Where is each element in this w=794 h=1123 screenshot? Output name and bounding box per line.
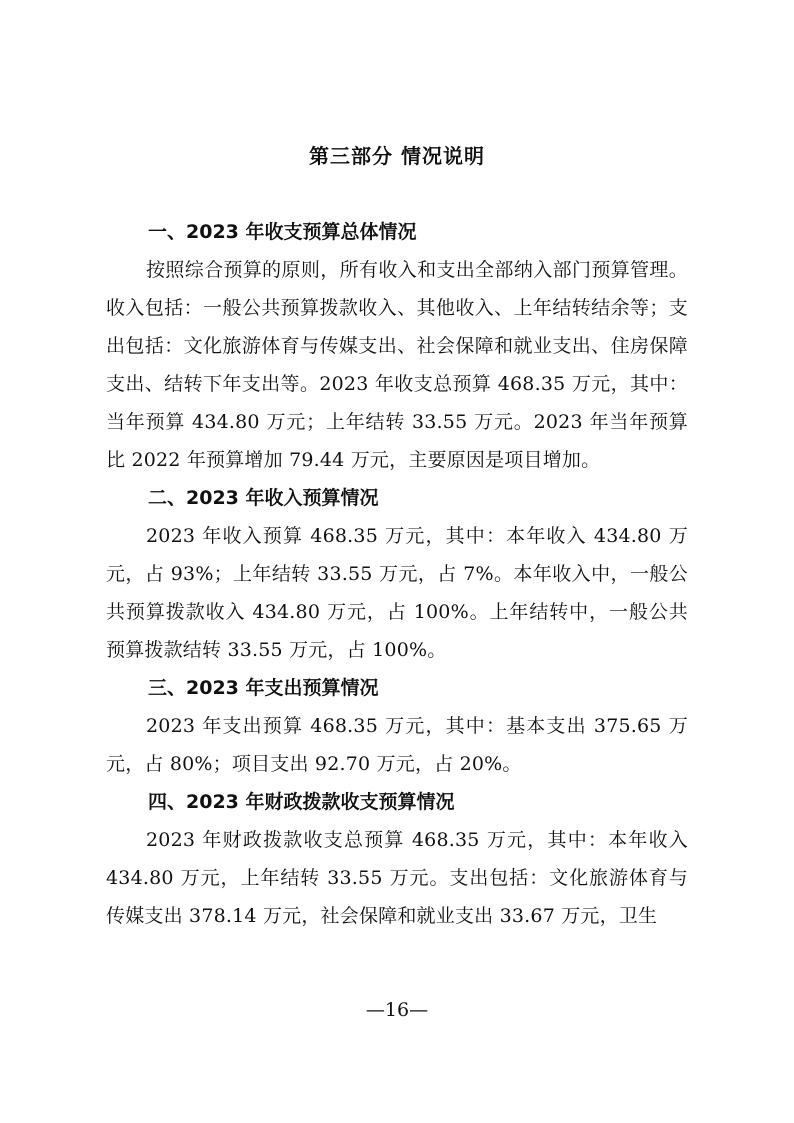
section-paragraph-1: 按照综合预算的原则，所有收入和支出全部纳入部门预算管理。收入包括：一般公共预算拨款收入、其他收入、上年结转结余等；支出包括：文化旅游体育与传媒支出、社会保障和就业支出、住房保障支出、结转下年支出等。2023 年收支总预算 468.35 万元，其中：当年预算 434.80 万元；上年结转 33.55 万元。2023 年当年预算比 2022 年预算增加 79.44 万元，主要原因是项目增加。: [106, 259, 688, 471]
section-paragraph-3: 2023 年支出预算 468.35 万元，其中：基本支出 375.65 万元，占 80%；项目支出 92.70 万元，占 20%。: [106, 715, 688, 775]
page-title: 第三部分 情况说明: [309, 144, 485, 168]
page-number: —16—: [365, 999, 429, 1021]
section-heading-3: 三、2023 年支出预算情况: [148, 677, 379, 699]
section-paragraph-2: 2023 年收入预算 468.35 万元，其中：本年收入 434.80 万元，占 93%；上年结转 33.55 万元，占 7%。本年收入中，一般公共预算拨款收入 434.80 万元，占 100%。上年结转中，一般公共预算拨款结转 33.55 万元，占 100%。: [106, 525, 688, 661]
section-heading-4: 四、2023 年财政拨款收支预算情况: [148, 791, 455, 813]
section-heading-2: 二、2023 年收入预算情况: [148, 487, 379, 509]
document-body: [106, 213, 688, 935]
section-heading-1: 一、2023 年收支预算总体情况: [148, 221, 417, 243]
section-paragraph-4: 2023 年财政拨款收支总预算 468.35 万元，其中：本年收入 434.80 万元，上年结转 33.55 万元。支出包括：文化旅游体育与传媒支出 378.14 万元，社会保障和就业支出 33.67 万元，卫生: [106, 829, 688, 927]
